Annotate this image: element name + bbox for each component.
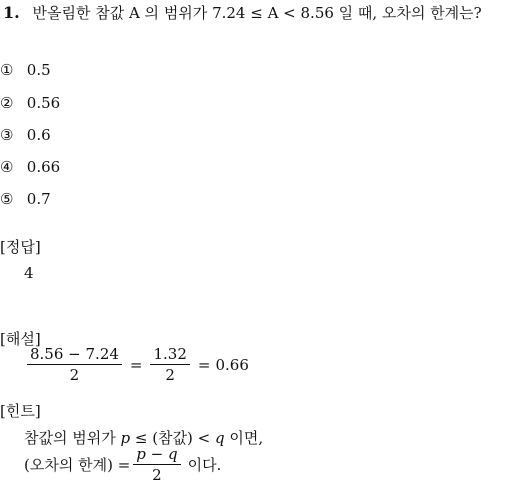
- variable-q: q: [215, 429, 225, 447]
- choice-marker: ③: [0, 126, 14, 144]
- explanation-label: [해설]: [0, 330, 41, 348]
- question-line: [3, 2, 482, 23]
- choice-value: 0.66: [26, 158, 61, 176]
- fraction-numerator: 1.32: [150, 345, 189, 365]
- choice-marker: ⑤: [0, 190, 14, 208]
- fraction-numerator: 8.56 − 7.24: [27, 345, 122, 365]
- question-number: 1.: [3, 3, 20, 22]
- question-range: 7.24 ≤ A < 8.56: [212, 4, 334, 22]
- equals-sign: =: [197, 355, 211, 374]
- choice-marker: ④: [0, 158, 14, 176]
- choice-3[interactable]: [0, 126, 51, 144]
- hint-text: 참값의 범위가: [24, 429, 121, 447]
- hint-line-2: [24, 445, 221, 484]
- explanation-result: 0.66: [215, 355, 249, 374]
- equals-sign: =: [129, 355, 143, 374]
- choice-value: 0.6: [26, 126, 51, 144]
- hint-text: (오차의 한계) =: [24, 456, 131, 474]
- choice-value: 0.7: [26, 190, 51, 208]
- explanation-equation: [24, 345, 249, 384]
- variable-p: p: [120, 429, 131, 447]
- fraction-denominator: 2: [152, 466, 162, 484]
- hint-text: 이다.: [187, 456, 222, 474]
- question-text-post: 일 때, 오차의 한계는?: [333, 4, 482, 22]
- choice-2[interactable]: [0, 94, 60, 112]
- hint-text: 이면,: [224, 429, 264, 447]
- choice-value: 0.56: [26, 94, 61, 112]
- choice-1[interactable]: [0, 61, 51, 79]
- answer-label: [정답]: [0, 238, 41, 256]
- hint-text: ≤ (참값) <: [130, 429, 215, 447]
- choice-value: 0.5: [26, 61, 51, 79]
- choice-marker: ①: [0, 61, 14, 79]
- choice-5[interactable]: [0, 190, 51, 208]
- choice-marker: ②: [0, 94, 14, 112]
- fraction-2: [150, 345, 189, 384]
- choice-4[interactable]: [0, 158, 60, 176]
- hint-fraction: [133, 445, 180, 484]
- fraction-denominator: 2: [165, 366, 175, 384]
- fraction-denominator: 2: [69, 366, 80, 384]
- fraction-1: [27, 345, 122, 384]
- fraction-numerator: p − q: [133, 445, 180, 465]
- hint-label: [힌트]: [0, 402, 41, 420]
- question-text-pre: 반올림한 참값 A 의 범위가: [32, 4, 213, 22]
- answer-value: 4: [24, 264, 34, 282]
